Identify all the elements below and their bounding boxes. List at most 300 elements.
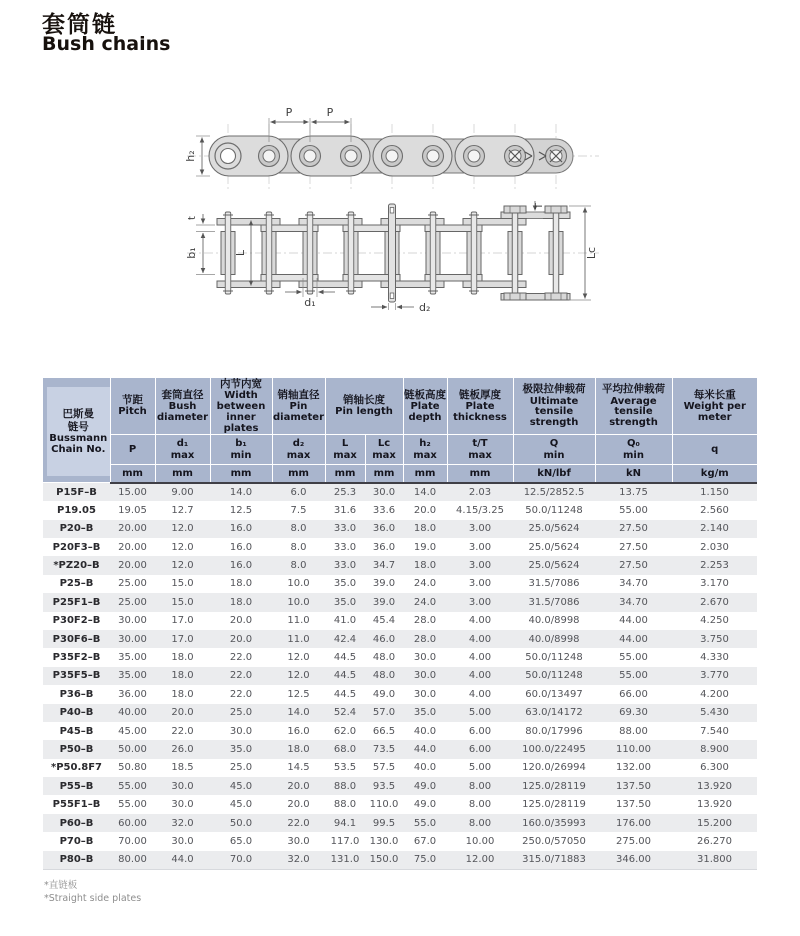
value-cell: 40.0 <box>413 725 437 737</box>
value-cell: 8.00 <box>468 817 492 829</box>
value-cell: 16.0 <box>229 560 253 572</box>
dim-label-p2: P <box>326 106 334 119</box>
table-row <box>43 832 757 850</box>
value-cell: 12.5/2852.5 <box>523 487 585 498</box>
value-cell: 50.0/11248 <box>525 504 583 516</box>
value-cell: 62.0 <box>333 725 357 737</box>
value-cell: 35.0 <box>229 743 253 755</box>
chain-no-cn-1: 巴斯曼 <box>62 407 94 420</box>
value-cell: 120.0/26994 <box>522 762 586 774</box>
table-body <box>43 483 757 869</box>
value-cell: 39.0 <box>372 596 396 608</box>
header-plate-depth: 链板高度 Plate depth <box>403 378 447 435</box>
value-cell: 36.0 <box>372 523 396 535</box>
table-row <box>43 740 757 758</box>
value-cell: 3.00 <box>468 523 492 535</box>
header-pin-length: 销轴长度 Pin length <box>325 378 403 435</box>
value-cell: 31.5/7086 <box>528 578 580 590</box>
value-cell: 34.7 <box>372 560 396 572</box>
value-cell: 35.0 <box>413 707 437 719</box>
value-cell: 94.1 <box>333 817 357 829</box>
value-cell: 7.540 <box>700 725 729 737</box>
value-cell: 30.0 <box>229 725 253 737</box>
value-cell: 69.30 <box>619 707 648 719</box>
value-cell: 131.0 <box>330 854 360 866</box>
table-row <box>43 538 757 556</box>
value-cell: 2.253 <box>700 560 729 572</box>
footnote-en: *Straight side plates <box>44 893 142 905</box>
value-cell: 110.00 <box>616 743 651 755</box>
value-cell: 150.0 <box>369 854 399 866</box>
value-cell: 125.0/28119 <box>522 780 586 792</box>
value-cell: 4.00 <box>468 670 492 682</box>
table-row <box>43 612 757 630</box>
value-cell: 6.300 <box>700 762 729 774</box>
chain-no-cell: P50–B <box>59 743 94 755</box>
table-row <box>43 759 757 777</box>
symbol-Lc: Lc max <box>365 435 403 465</box>
value-cell: 44.00 <box>619 633 648 645</box>
header-weight-per-meter: 每米长重 Weight per meter <box>672 378 757 435</box>
value-cell: 8.0 <box>290 523 307 535</box>
value-cell: 20.0 <box>287 780 310 792</box>
value-cell: 93.5 <box>372 780 396 792</box>
symbol-Q0: Q₀ min <box>595 435 672 465</box>
header-pitch: 节距 Pitch <box>110 378 155 435</box>
value-cell: 22.0 <box>229 652 253 664</box>
value-cell: 41.0 <box>333 615 357 627</box>
value-cell: 73.5 <box>372 743 396 755</box>
table-row <box>43 685 757 703</box>
value-cell: 39.0 <box>372 578 396 590</box>
value-cell: 25.00 <box>118 596 147 608</box>
value-cell: 3.770 <box>700 670 729 682</box>
value-cell: 137.50 <box>616 799 651 811</box>
value-cell: 99.5 <box>372 817 396 829</box>
value-cell: 22.0 <box>171 725 194 737</box>
value-cell: 4.15/3.25 <box>456 504 504 516</box>
value-cell: 5.00 <box>468 762 492 774</box>
value-cell: 11.0 <box>287 615 310 627</box>
value-cell: 30.00 <box>118 615 147 627</box>
header-chain-no <box>43 378 110 483</box>
value-cell: 2.030 <box>700 541 729 553</box>
value-cell: 10.0 <box>287 596 310 608</box>
value-cell: 14.5 <box>287 762 310 774</box>
value-cell: 46.0 <box>372 633 396 645</box>
table-row <box>43 630 757 648</box>
chain-plan-view-drawing <box>183 198 603 314</box>
value-cell: 20.00 <box>118 523 147 535</box>
value-cell: 70.00 <box>118 835 147 847</box>
value-cell: 17.0 <box>171 615 194 627</box>
value-cell: 45.00 <box>118 725 147 737</box>
value-cell: 44.00 <box>619 615 648 627</box>
value-cell: 5.00 <box>468 707 492 719</box>
header-average-tensile: 平均拉伸载荷 Average tensile strength <box>595 378 672 435</box>
value-cell: 315.0/71883 <box>522 854 586 866</box>
value-cell: 35.0 <box>333 578 357 590</box>
unit-d2: mm <box>272 465 325 483</box>
table-row <box>43 851 757 869</box>
value-cell: 60.0/13497 <box>525 688 583 700</box>
value-cell: 57.5 <box>372 762 396 774</box>
value-cell: 30.0 <box>413 652 437 664</box>
value-cell: 13.920 <box>697 780 732 792</box>
value-cell: 14.0 <box>413 487 437 498</box>
value-cell: 18.0 <box>229 596 253 608</box>
value-cell: 50.0/11248 <box>525 652 583 664</box>
value-cell: 52.4 <box>333 707 357 719</box>
dim-label-h2: h₂ <box>184 150 197 162</box>
value-cell: 4.250 <box>700 615 729 627</box>
chain-no-cell: P70–B <box>59 835 94 847</box>
value-cell: 14.0 <box>229 487 253 498</box>
value-cell: 50.80 <box>118 762 147 774</box>
value-cell: 12.5 <box>229 504 253 516</box>
value-cell: 25.0 <box>229 762 253 774</box>
value-cell: 16.0 <box>229 541 253 553</box>
value-cell: 36.00 <box>118 688 147 700</box>
unit-Lc: mm <box>365 465 403 483</box>
unit-b1: mm <box>210 465 272 483</box>
symbol-h2: h₂ max <box>403 435 447 465</box>
value-cell: 44.5 <box>333 652 357 664</box>
value-cell: 16.0 <box>229 523 253 535</box>
chain-no-en-1: Bussmann <box>49 432 108 444</box>
value-cell: 16.0 <box>287 725 310 737</box>
value-cell: 20.0 <box>229 615 253 627</box>
value-cell: 3.00 <box>468 560 492 572</box>
value-cell: 50.0 <box>229 817 253 829</box>
value-cell: 3.00 <box>468 596 492 608</box>
unit-d1: mm <box>155 465 210 483</box>
page-title-cn: 套筒链 <box>42 12 117 38</box>
value-cell: 117.0 <box>330 835 360 847</box>
chain-no-cell: P55–B <box>59 780 94 792</box>
table-row <box>43 704 757 722</box>
value-cell: 34.70 <box>619 578 648 590</box>
value-cell: 20.0 <box>287 799 310 811</box>
value-cell: 32.0 <box>171 817 194 829</box>
value-cell: 100.0/22495 <box>522 743 586 755</box>
value-cell: 275.00 <box>616 835 651 847</box>
value-cell: 3.00 <box>468 541 492 553</box>
value-cell: 137.50 <box>616 780 651 792</box>
value-cell: 8.00 <box>468 780 492 792</box>
value-cell: 15.200 <box>697 817 732 829</box>
dim-label-d2: d₂ <box>419 301 431 314</box>
symbol-P: P <box>110 435 155 465</box>
chain-no-cell: P60–B <box>59 817 94 829</box>
table-row <box>43 575 757 593</box>
connecting-pin <box>389 204 396 302</box>
unit-Q0: kN <box>595 465 672 483</box>
table-row <box>43 556 757 574</box>
value-cell: 70.0 <box>229 854 253 866</box>
value-cell: 80.0/17996 <box>525 725 583 737</box>
value-cell: 63.0/14172 <box>525 707 583 719</box>
value-cell: 24.0 <box>413 596 437 608</box>
chain-no-cell: P30F6–B <box>52 633 101 645</box>
value-cell: 22.0 <box>287 817 310 829</box>
value-cell: 30.0 <box>372 487 396 498</box>
chain-no-cell: P80–B <box>59 854 94 866</box>
chain-no-cell: P19.05 <box>57 504 96 516</box>
value-cell: 30.0 <box>287 835 310 847</box>
table-row <box>43 667 757 685</box>
value-cell: 42.4 <box>333 633 357 645</box>
value-cell: 80.00 <box>118 854 147 866</box>
table-row <box>43 501 757 519</box>
symbol-b1: b₁ min <box>210 435 272 465</box>
value-cell: 14.0 <box>287 707 310 719</box>
value-cell: 18.0 <box>287 743 310 755</box>
chain-no-cell: P45–B <box>59 725 94 737</box>
chain-no-cell: P20–B <box>59 523 94 535</box>
value-cell: 33.0 <box>333 541 357 553</box>
value-cell: 40.00 <box>118 707 147 719</box>
value-cell: 20.0 <box>171 707 194 719</box>
symbol-tT: t/T max <box>447 435 513 465</box>
value-cell: 66.5 <box>372 725 396 737</box>
value-cell: 25.0/5624 <box>528 523 580 535</box>
chain-no-cn-2: 链号 <box>67 420 89 433</box>
value-cell: 44.0 <box>413 743 437 755</box>
value-cell: 2.140 <box>700 523 729 535</box>
value-cell: 25.00 <box>118 578 147 590</box>
value-cell: 25.3 <box>333 487 357 498</box>
value-cell: 55.00 <box>619 652 648 664</box>
dim-label-b1: b₁ <box>185 247 198 259</box>
value-cell: 25.0/5624 <box>528 560 580 572</box>
unit-P: mm <box>110 465 155 483</box>
value-cell: 10.0 <box>287 578 310 590</box>
value-cell: 4.330 <box>700 652 729 664</box>
value-cell: 31.6 <box>333 504 357 516</box>
value-cell: 45.0 <box>229 799 253 811</box>
value-cell: 2.670 <box>700 596 729 608</box>
value-cell: 12.7 <box>171 504 194 516</box>
table-row <box>43 795 757 813</box>
value-cell: 12.0 <box>287 652 310 664</box>
value-cell: 27.50 <box>619 560 648 572</box>
value-cell: 35.0 <box>333 596 357 608</box>
value-cell: 24.0 <box>413 578 437 590</box>
value-cell: 57.0 <box>372 707 396 719</box>
value-cell: 40.0/8998 <box>528 633 580 645</box>
value-cell: 33.6 <box>372 504 396 516</box>
value-cell: 40.0 <box>413 762 437 774</box>
value-cell: 27.50 <box>619 541 648 553</box>
unit-h2: mm <box>403 465 447 483</box>
value-cell: 19.05 <box>118 504 147 516</box>
value-cell: 48.0 <box>372 670 396 682</box>
value-cell: 44.5 <box>333 688 357 700</box>
value-cell: 13.920 <box>697 799 732 811</box>
value-cell: 55.00 <box>118 799 147 811</box>
value-cell: 18.0 <box>171 652 194 664</box>
value-cell: 25.0/5624 <box>528 541 580 553</box>
value-cell: 4.200 <box>700 688 729 700</box>
value-cell: 250.0/57050 <box>522 835 586 847</box>
value-cell: 2.560 <box>700 504 729 516</box>
value-cell: 3.750 <box>700 633 729 645</box>
value-cell: 346.00 <box>616 854 651 866</box>
value-cell: 160.0/35993 <box>522 817 586 829</box>
value-cell: 8.0 <box>290 560 307 572</box>
value-cell: 55.00 <box>118 780 147 792</box>
value-cell: 33.0 <box>333 560 357 572</box>
value-cell: 31.5/7086 <box>528 596 580 608</box>
value-cell: 19.0 <box>413 541 437 553</box>
value-cell: 45.0 <box>229 780 253 792</box>
value-cell: 13.75 <box>619 487 648 498</box>
symbol-q: q <box>672 435 757 465</box>
value-cell: 26.0 <box>171 743 194 755</box>
value-cell: 31.800 <box>697 854 732 866</box>
chain-no-cell: *PZ20–B <box>53 560 100 572</box>
value-cell: 88.00 <box>619 725 648 737</box>
chain-no-cell: P35F2–B <box>52 652 101 664</box>
value-cell: 15.0 <box>171 578 194 590</box>
value-cell: 30.0 <box>413 670 437 682</box>
value-cell: 12.0 <box>171 541 194 553</box>
value-cell: 28.0 <box>413 615 437 627</box>
value-cell: 17.0 <box>171 633 194 645</box>
symbol-Q: Q min <box>513 435 595 465</box>
table-row <box>43 483 757 501</box>
value-cell: 44.5 <box>333 670 357 682</box>
value-cell: 4.00 <box>468 633 492 645</box>
header-plate-thickness: 链板厚度 Plate thickness <box>447 378 513 435</box>
value-cell: 27.50 <box>619 523 648 535</box>
value-cell: 49.0 <box>413 799 437 811</box>
value-cell: 18.0 <box>171 688 194 700</box>
value-cell: 8.0 <box>290 541 307 553</box>
chain-no-cell: P36–B <box>59 688 94 700</box>
header-pin-diameter: 销轴直径 Pin diameter <box>272 378 325 435</box>
value-cell: 3.00 <box>468 578 492 590</box>
value-cell: 30.0 <box>171 799 194 811</box>
value-cell: 6.00 <box>468 743 492 755</box>
value-cell: 12.00 <box>465 854 495 866</box>
value-cell: 18.0 <box>413 523 437 535</box>
value-cell: 88.0 <box>333 799 357 811</box>
spec-table <box>43 378 757 870</box>
value-cell: 15.00 <box>118 487 147 498</box>
value-cell: 66.00 <box>619 688 648 700</box>
value-cell: 6.0 <box>290 487 307 498</box>
value-cell: 50.0/11248 <box>525 670 583 682</box>
value-cell: 30.0 <box>171 835 194 847</box>
chain-no-en-2: Chain No. <box>51 443 106 455</box>
value-cell: 4.00 <box>468 652 492 664</box>
value-cell: 9.00 <box>171 487 194 498</box>
dim-label-L: L <box>234 249 247 257</box>
value-cell: 60.00 <box>118 817 147 829</box>
chain-no-cell: P55F1–B <box>52 799 101 811</box>
symbol-d2: d₂ max <box>272 435 325 465</box>
table-row <box>43 593 757 611</box>
chain-no-cell: P30F2–B <box>52 615 101 627</box>
value-cell: 12.0 <box>171 560 194 572</box>
table-row <box>43 722 757 740</box>
value-cell: 49.0 <box>372 688 396 700</box>
value-cell: 130.0 <box>369 835 399 847</box>
value-cell: 55.00 <box>619 504 648 516</box>
page-title-en: Bush chains <box>42 33 171 55</box>
value-cell: 22.0 <box>229 688 253 700</box>
dim-label-t: t <box>187 216 198 220</box>
dim-label-T: T <box>534 202 545 210</box>
chain-no-cell: *P50.8F7 <box>50 762 103 774</box>
value-cell: 34.70 <box>619 596 648 608</box>
table-row <box>43 520 757 538</box>
footnote-cn: *直链板 <box>44 880 78 891</box>
chain-no-cell: P40–B <box>59 707 94 719</box>
value-cell: 20.0 <box>413 504 437 516</box>
chain-no-cell: P35F5–B <box>52 670 101 682</box>
table-row <box>43 814 757 832</box>
value-cell: 110.0 <box>369 799 399 811</box>
table-row <box>43 777 757 795</box>
value-cell: 12.0 <box>171 523 194 535</box>
value-cell: 176.00 <box>616 817 651 829</box>
value-cell: 20.0 <box>229 633 253 645</box>
value-cell: 20.00 <box>118 541 147 553</box>
value-cell: 4.00 <box>468 688 492 700</box>
dim-label-Lc: Lc <box>585 246 598 260</box>
dim-label-p1: P <box>285 106 293 119</box>
value-cell: 12.0 <box>287 670 310 682</box>
value-cell: 40.0/8998 <box>528 615 580 627</box>
value-cell: 49.0 <box>413 780 437 792</box>
unit-q: kg/m <box>672 465 757 483</box>
value-cell: 28.0 <box>413 633 437 645</box>
value-cell: 4.00 <box>468 615 492 627</box>
value-cell: 30.0 <box>171 780 194 792</box>
value-cell: 30.00 <box>118 633 147 645</box>
header-ultimate-tensile: 极限拉伸载荷 Ultimate tensile strength <box>513 378 595 435</box>
symbol-L: L max <box>325 435 365 465</box>
value-cell: 18.0 <box>171 670 194 682</box>
value-cell: 48.0 <box>372 652 396 664</box>
value-cell: 20.00 <box>118 560 147 572</box>
chain-side-view-drawing <box>183 98 603 198</box>
value-cell: 67.0 <box>413 835 437 847</box>
value-cell: 55.0 <box>413 817 437 829</box>
symbol-d1: d₁ max <box>155 435 210 465</box>
value-cell: 132.00 <box>616 762 651 774</box>
unit-Q: kN/lbf <box>513 465 595 483</box>
value-cell: 26.270 <box>697 835 732 847</box>
dim-label-d1: d₁ <box>304 296 316 309</box>
value-cell: 3.170 <box>700 578 729 590</box>
chain-no-cell: P25F1–B <box>52 596 101 608</box>
value-cell: 55.00 <box>619 670 648 682</box>
header-inner-width: 内节内宽 Width between inner plates <box>210 378 272 435</box>
value-cell: 125.0/28119 <box>522 799 586 811</box>
value-cell: 50.00 <box>118 743 147 755</box>
value-cell: 18.0 <box>229 578 253 590</box>
value-cell: 7.5 <box>290 504 307 516</box>
value-cell: 32.0 <box>287 854 310 866</box>
value-cell: 11.0 <box>287 633 310 645</box>
value-cell: 5.430 <box>700 707 729 719</box>
chain-no-cell: P15F–B <box>56 486 97 498</box>
value-cell: 1.150 <box>700 487 729 498</box>
